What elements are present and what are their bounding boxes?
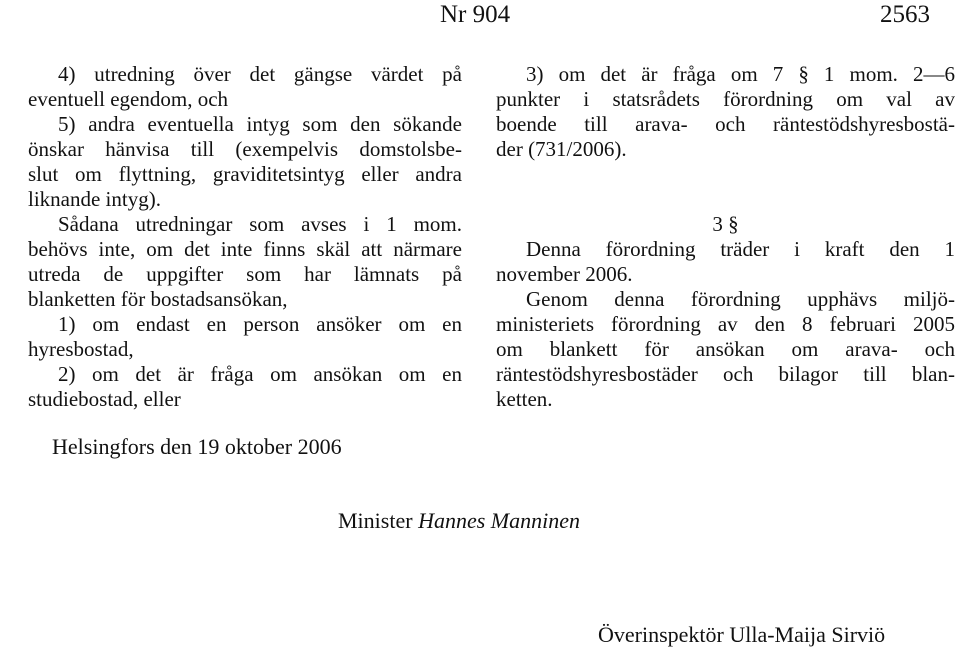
text-line: utreda de uppgifter som har lämnats på [28,262,462,286]
text-line: 3) om det är fråga om 7 § 1 mom. 2—6 [526,62,955,86]
text-line: 4) utredning över det gängse värdet på [58,62,462,86]
text-line: önskar hänvisa till (exempelvis domstolsbe- [28,137,462,161]
text-line: blanketten för bostadsansökan, [28,287,288,311]
text-line: eventuell egendom, och [28,87,229,111]
text-line: Genom denna förordning upphävs miljö- [526,287,955,311]
minister-title: Minister [338,508,413,533]
text-line: studiebostad, eller [28,387,181,411]
text-line: Sådana utredningar som avses i 1 mom. [58,212,462,236]
text-line: behövs inte, om det inte finns skäl att närmare [28,237,462,261]
minister-name: Hannes Manninen [418,508,580,533]
text-line: 2) om det är fråga om ansökan om en [58,362,462,386]
page-number: 2563 [880,1,930,28]
text-line: räntestödshyresbostäder och bilagor till blan- [496,362,955,386]
text-line: om blankett för ansökan om arava- och [496,337,955,361]
issue-number: Nr 904 [440,1,511,28]
text-line: ketten. [496,387,553,411]
text-line: slut om flyttning, graviditetsintyg eller andra [28,162,462,186]
text-line: november 2006. [496,262,633,286]
text-line: Denna förordning träder i kraft den 1 [526,237,955,261]
section-heading: 3 § [712,212,739,236]
minister-signature [338,508,580,534]
inspector-signature: Överinspektör Ulla-Maija Sirviö [598,622,886,647]
text-line: liknande intyg). [28,187,161,211]
text-line: hyresbostad, [28,337,134,361]
place-date: Helsingfors den 19 oktober 2006 [52,434,342,459]
text-line: der (731/2006). [496,137,627,161]
text-line: ministeriets förordning av den 8 februari 2005 [496,312,955,336]
text-line: 5) andra eventuella intyg som den sökande [58,112,462,136]
text-line: boende till arava- och räntestödshyresbostä- [496,112,955,136]
text-line: 1) om endast en person ansöker om en [58,312,462,336]
text-line: punkter i statsrådets förordning om val av [496,87,955,111]
